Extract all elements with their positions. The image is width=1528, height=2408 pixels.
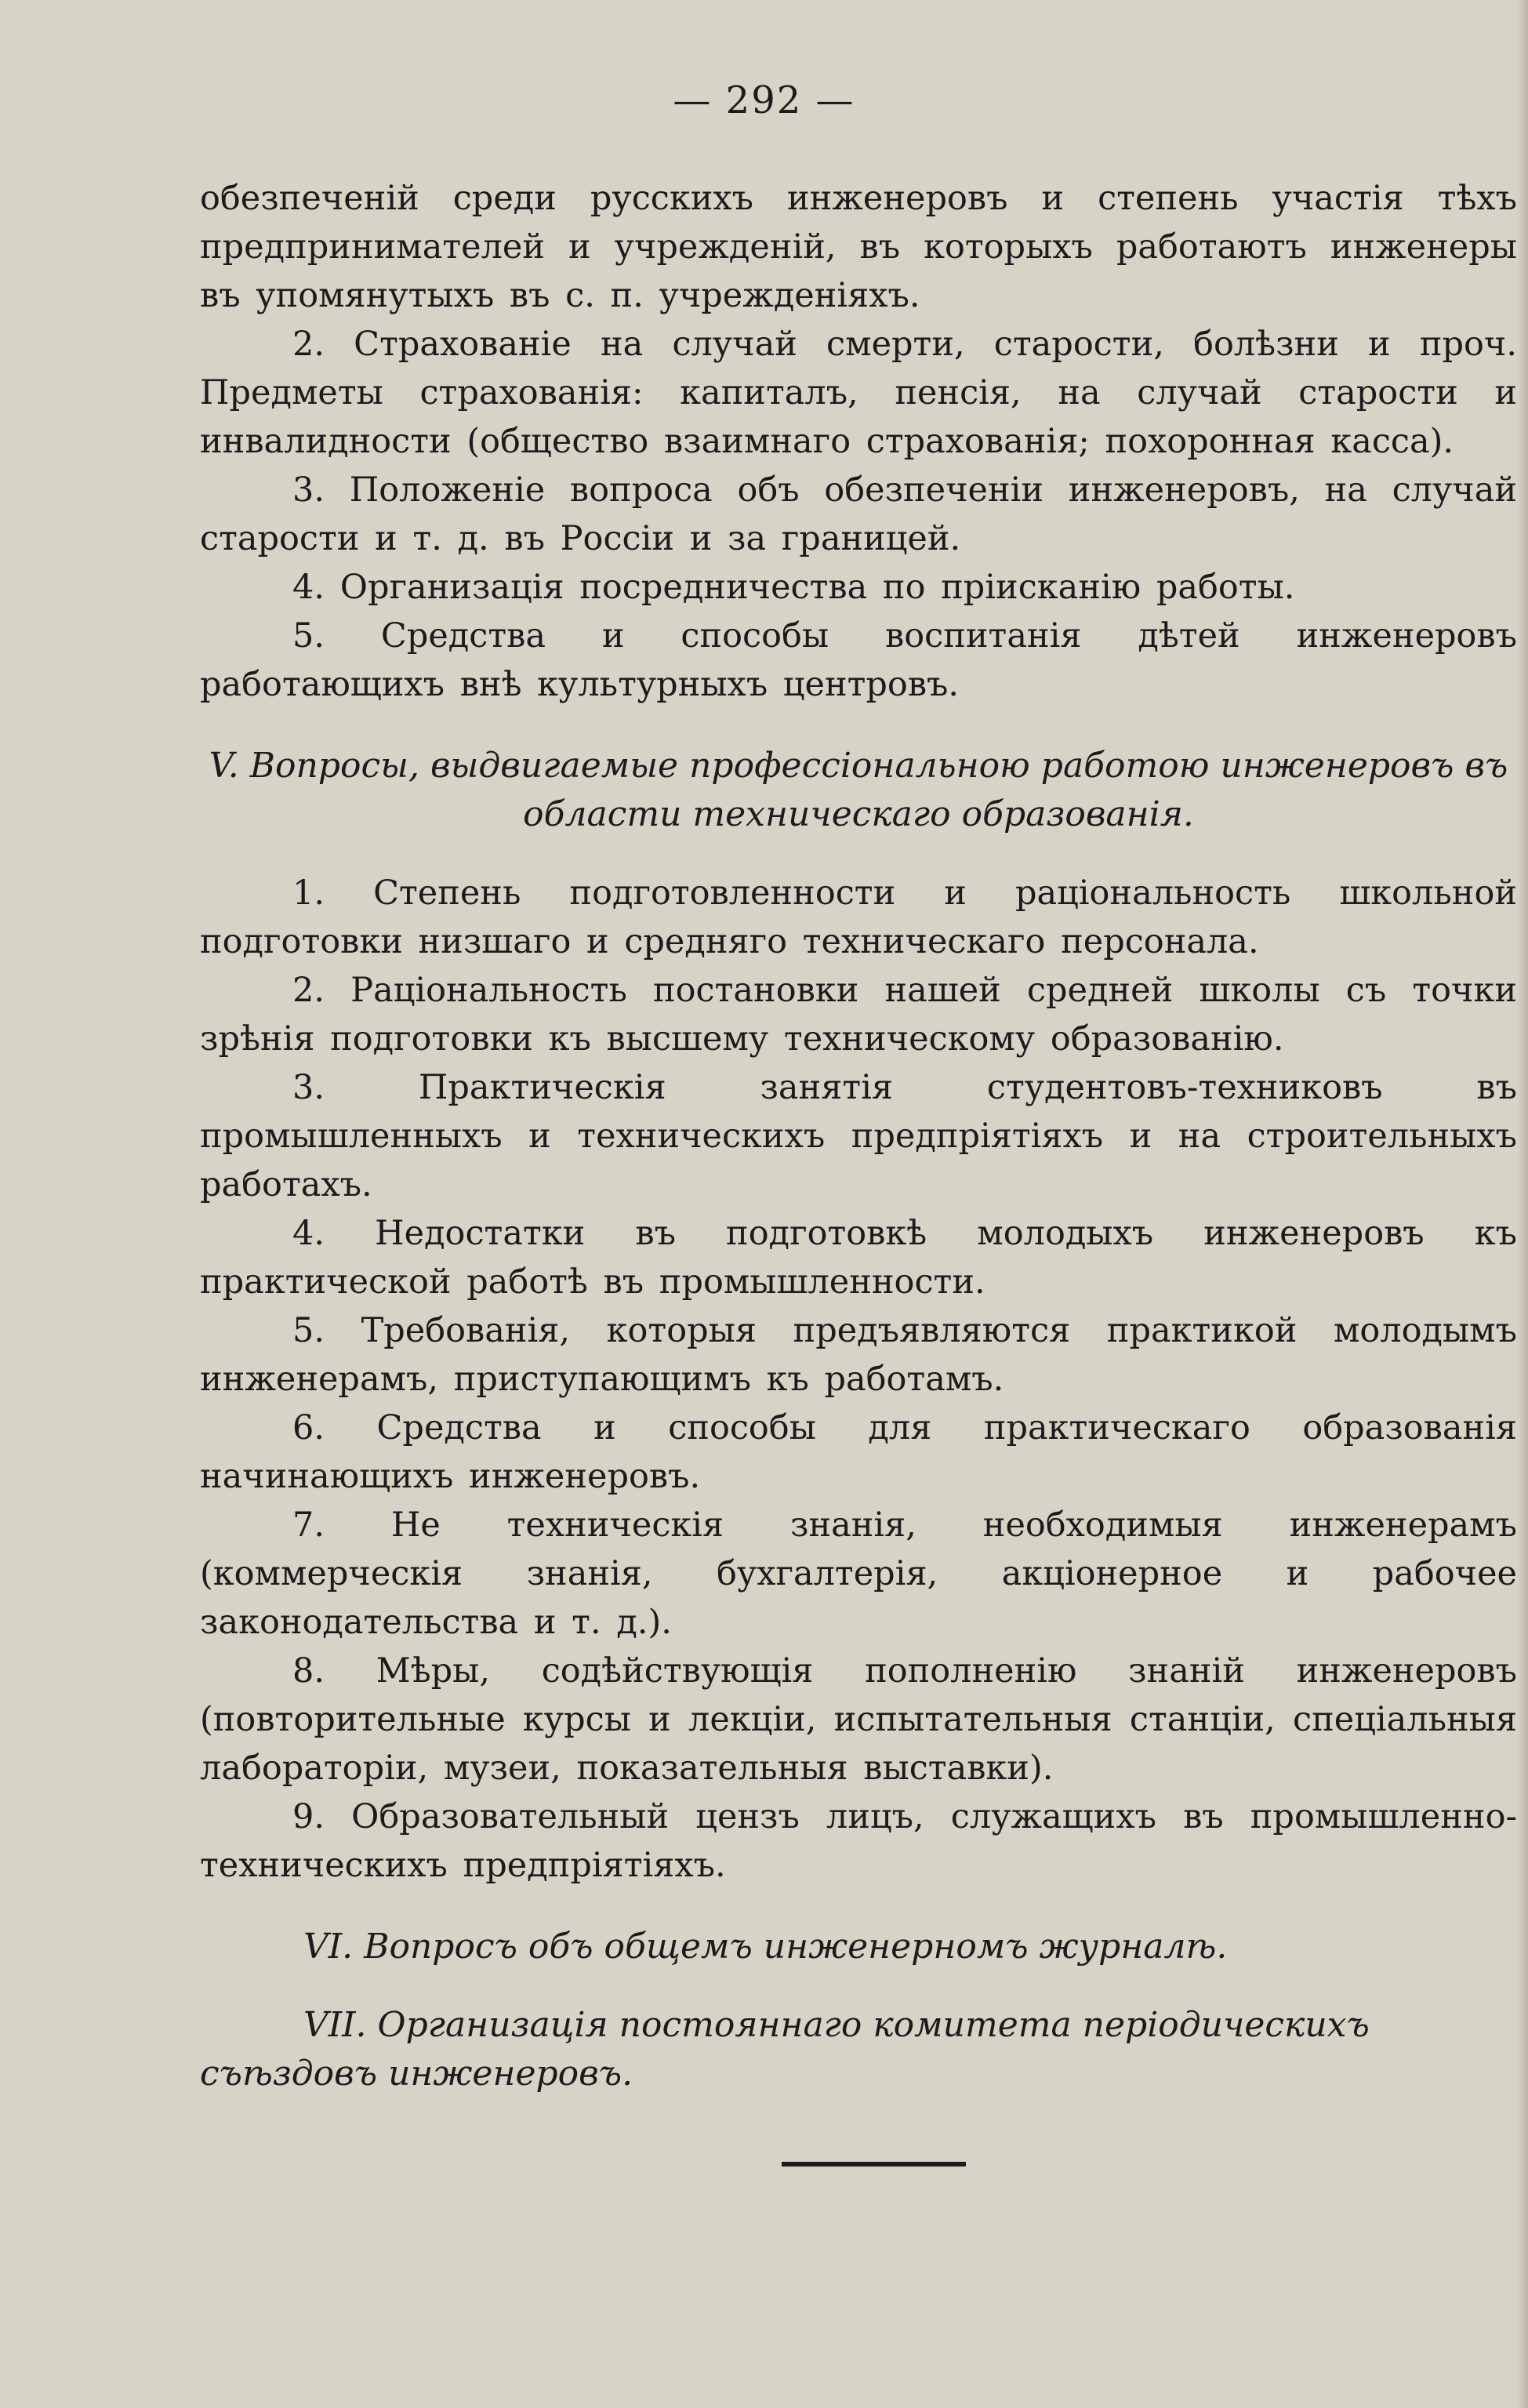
section-v-heading [200,742,1517,839]
section-v-item-8: 8. Мѣры, содѣйствующія пополненію знаній инженеровъ (повторительные курсы и лекціи, испытательныя станціи, спеціальныя лабораторіи, музеи, показательныя выставки). [200,1651,1517,1788]
section-v-item-9: 9. Образовательный цензъ лицъ, служащихъ въ промышленно-техническихъ предпріятіяхъ. [200,1797,1517,1885]
page-body [200,174,1517,2128]
section-v-item-5: 5. Требованія, которыя предъявляются практикой молодымъ инженерамъ, приступающимъ къ работамъ. [200,1311,1517,1399]
intro-paragraph: обезпеченій среди русскихъ инженеровъ и степень участія тѣхъ предпринимателей и учрежденій, въ которыхъ работаютъ инженеры въ упомянутыхъ въ с. п. учрежденіяхъ. [200,179,1517,315]
section-v-item-4: 4. Недостатки въ подготовкѣ молодыхъ инженеровъ къ практической работѣ въ промышленности. [200,1214,1517,1302]
section-v-item-2: 2. Раціональность постановки нашей средней школы съ точки зрѣнія подготовки къ высшему техническому образованію. [200,971,1517,1059]
section-iv-item-5: 5. Средства и способы воспитанія дѣтей инженеровъ работающихъ внѣ культурныхъ центровъ. [200,616,1517,704]
section-v-heading-line2: области техническаго образованія. [523,794,1194,834]
section-v-item-6: 6. Средства и способы для практическаго образованія начинающихъ инженеровъ. [200,1408,1517,1496]
section-v-item-7: 7. Не техническія знанія, необходимыя инженерамъ (коммерческія знанія, бухгалтерія, акціонерное и рабочее законодательства и т. д.). [200,1505,1517,1642]
section-vii-heading: VII. Организація постояннаго комитета періодическихъ съѣздовъ инженеровъ. [200,2005,1370,2094]
section-iv-item-2: 2. Страхованіе на случай смерти, старости, болѣзни и проч. Предметы страхованія: капиталъ, пенсія, на случай старости и инвалидности (общество взаимнаго страхованія; похоронная касса). [200,325,1517,461]
section-vi-heading: VI. Вопросъ объ общемъ инженерномъ журналѣ. [303,1927,1228,1967]
section-v-heading-line1: V. Вопросы, выдвигаемые профессіональною работою инженеровъ въ [209,746,1508,786]
page-edge-shadow [1517,0,1528,2408]
section-iv-item-3: 3. Положеніе вопроса объ обезпеченіи инженеровъ, на случай старости и т. д. въ Россіи и за границей. [200,470,1517,558]
section-iv-item-4: 4. Организація посредничества по пріисканію работы. [292,568,1295,607]
page-number: — 292 — [673,78,855,122]
end-rule [782,2162,966,2166]
section-v-item-1: 1. Степень подготовленности и раціональность школьной подготовки низшаго и средняго техническаго персонала. [200,873,1517,961]
section-v-item-3: 3. Практическія занятія студентовъ-техниковъ въ промышленныхъ и техническихъ предпріятіяхъ и на строительныхъ работахъ. [200,1068,1517,1204]
